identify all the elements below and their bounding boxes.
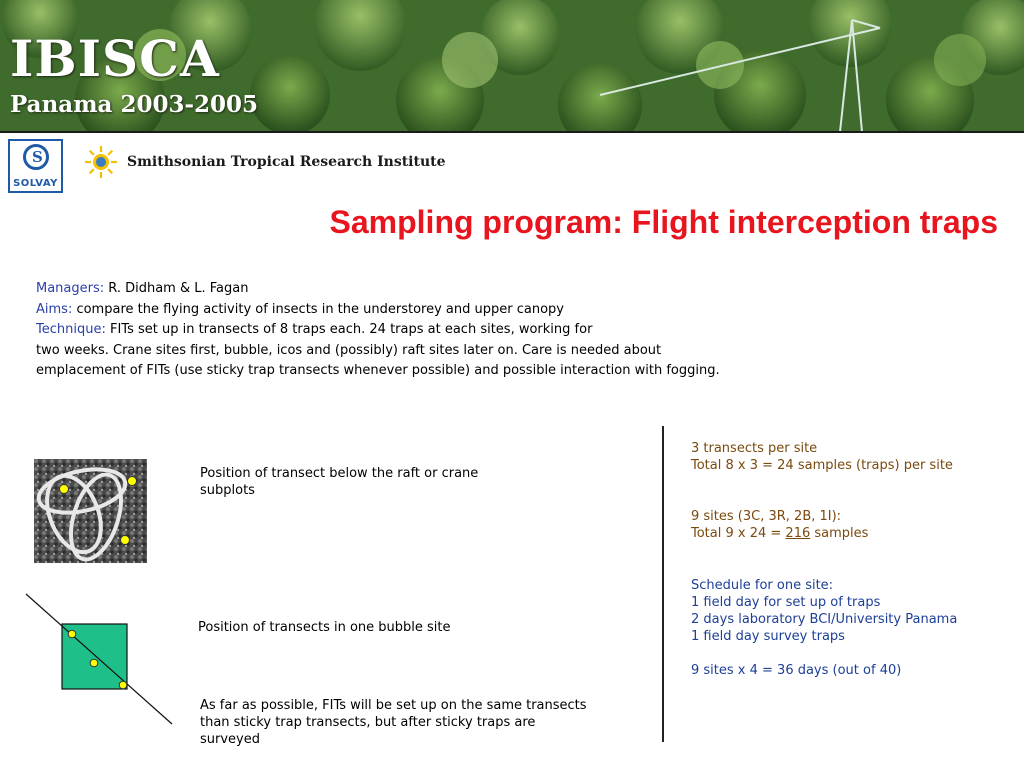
banner-subtitle: Panama 2003-2005	[10, 91, 259, 118]
sticky-trap-note: As far as possible, FITs will be set up on the same transects than sticky trap transects, but after sticky traps are surveyed	[200, 698, 587, 747]
aims-line	[36, 300, 736, 321]
managers-line	[36, 279, 736, 300]
technique-label: Technique:	[36, 322, 106, 337]
managers-value: R. Didham & L. Fagan	[104, 281, 249, 296]
solvay-wordmark: SOLVAY	[13, 178, 58, 189]
managers-label: Managers:	[36, 281, 105, 296]
stri-logo-text: Smithsonian Tropical Research Institute	[127, 154, 446, 170]
solvay-emblem-icon	[23, 144, 49, 170]
page-title: Sampling program: Flight interception traps	[329, 204, 998, 240]
schedule-item: 1 field day survey traps	[691, 629, 845, 644]
header-banner	[0, 0, 1024, 132]
technique-value: FITs set up in transects of 8 traps each. 24 traps at each sites, working for	[105, 322, 593, 337]
total-samples-prefix: Total 9 x 24 =	[691, 526, 786, 541]
aims-value: compare the flying activity of insects in the understorey and upper canopy	[72, 301, 564, 317]
banner-title: IBISCA	[10, 29, 220, 88]
technique-line	[36, 320, 736, 341]
schedule-title: Schedule for one site:	[691, 578, 834, 593]
sun-icon	[84, 145, 118, 179]
schedule-item: 2 days laboratory BCI/University Panama	[691, 612, 958, 627]
technique-continuation: two weeks. Crane sites first, bubble, icos and (possibly) raft sites later on. Care is needed about emplacement of FITs (use sticky trap transects whenever possible) and possible interaction with fogging.	[36, 342, 720, 378]
transects-per-site: 3 transects per site	[691, 441, 818, 456]
raft-transect-figure	[34, 459, 147, 563]
bubble-transect-figure	[24, 592, 174, 726]
schedule-item: 1 field day for set up of traps	[691, 595, 881, 610]
days-total: 9 sites x 4 = 36 days (out of 40)	[691, 663, 902, 678]
column-divider	[662, 426, 664, 742]
bubble-caption: Position of transects in one bubble site	[198, 620, 451, 635]
total-samples-line	[691, 525, 868, 542]
solvay-mark: S	[32, 148, 43, 166]
intro-text	[36, 279, 736, 382]
banner-divider	[0, 131, 1024, 133]
sites-summary: 9 sites (3C, 3R, 2B, 1I):	[691, 509, 842, 524]
samples-per-site: Total 8 x 3 = 24 samples (traps) per site	[691, 458, 953, 473]
aims-label: Aims:	[36, 301, 73, 317]
total-samples-value: 216	[785, 526, 811, 541]
solvay-logo	[8, 139, 63, 193]
raft-caption: Position of transect below the raft or crane subplots	[200, 466, 479, 498]
total-samples-suffix: samples	[810, 526, 869, 541]
